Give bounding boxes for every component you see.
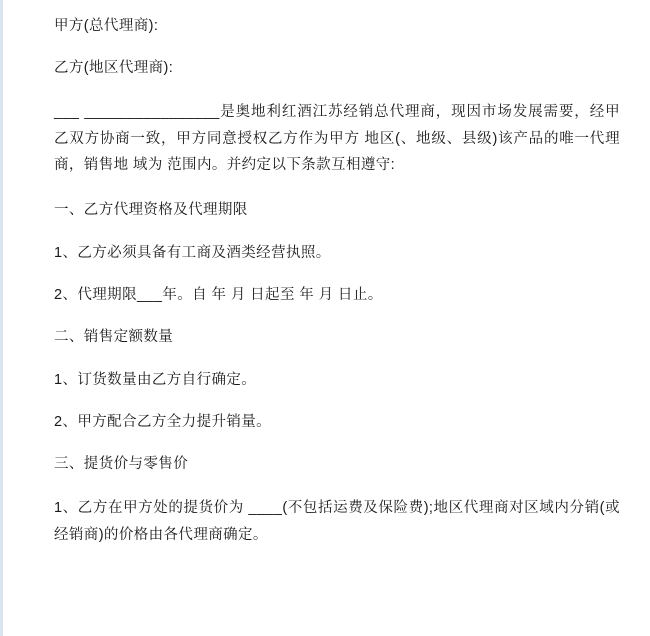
- paragraph-2-2: 2、甲方配合乙方全力提升销量。: [54, 414, 272, 431]
- paragraph-3-1: 1、乙方在甲方处的提货价为 ____(不包括运费及保险费);地区代理商对区域内分销(或经销商)的价格由各代理商确定。: [54, 499, 620, 543]
- paragraph-2-1: 1、订货数量由乙方自行确定。: [54, 371, 257, 388]
- paragraph-1-2: 2、代理期限___年。自 年 月 日起至 年 月 日止。: [54, 286, 383, 303]
- paragraph-preamble: ___ ________________是奥地利红酒江苏经销总代理商，现因市场发展需要，经甲乙双方协商一致，甲方同意授权乙方作为甲方 地区(、地级、县级)该产品的唯一代理商，销售地 域为 范围内。并约定以下条款互相遵守:: [54, 103, 620, 174]
- paragraph-party-a: 甲方(总代理商):: [54, 18, 159, 34]
- paragraph-party-b: 乙方(地区代理商):: [54, 60, 174, 77]
- paragraph-1-1: 1、乙方必须具备有工商及酒类经营执照。: [54, 244, 331, 261]
- heading-section-one: 一、乙方代理资格及代理期限: [54, 202, 248, 219]
- heading-section-two: 二、销售定额数量: [54, 329, 174, 346]
- heading-section-three: 三、提货价与零售价: [54, 456, 189, 473]
- page-left-border: [0, 0, 3, 636]
